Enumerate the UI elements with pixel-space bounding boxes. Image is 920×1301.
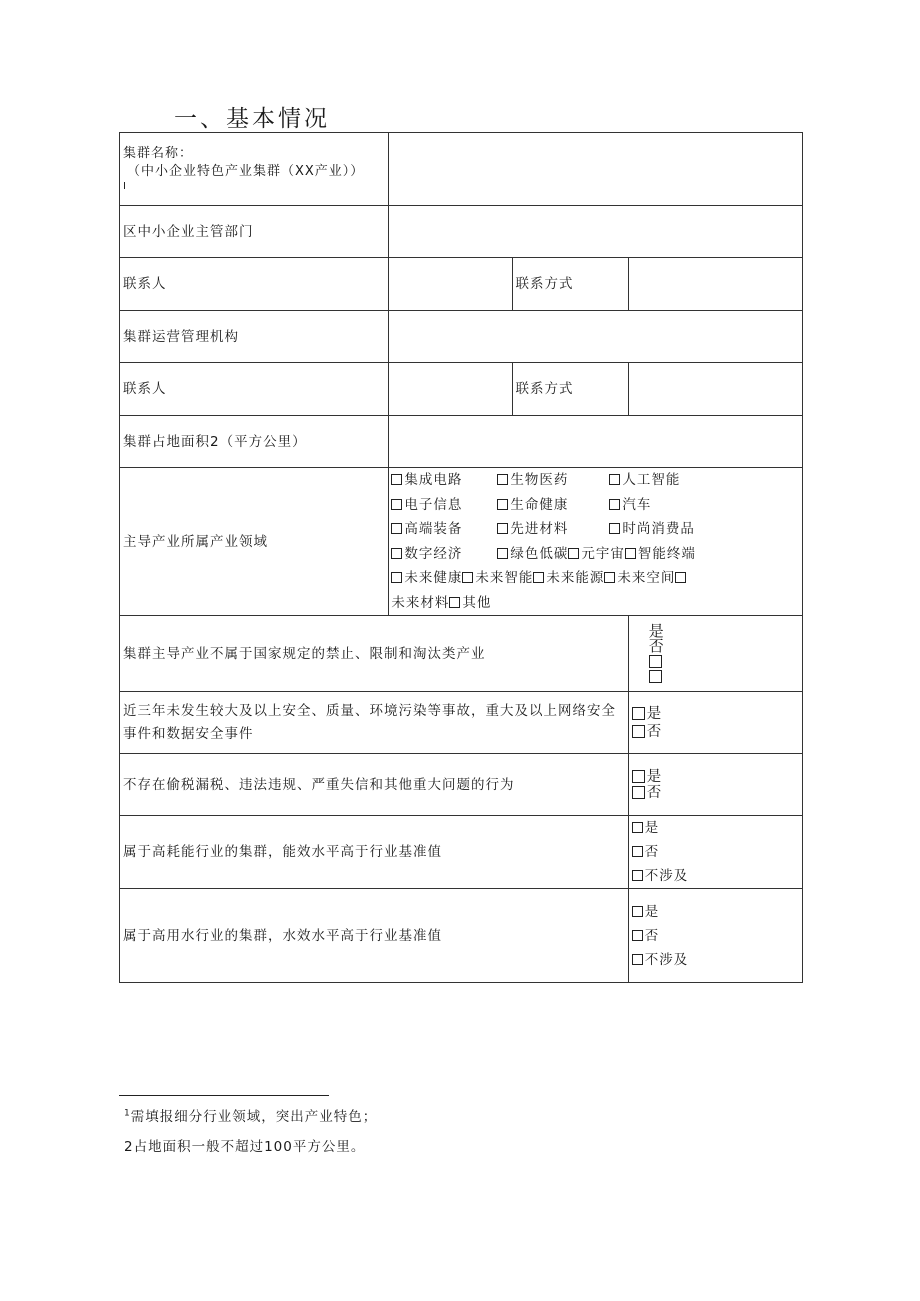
q1-no-checkbox[interactable] — [649, 670, 662, 683]
checkbox-icon — [391, 548, 402, 559]
q3-no-option[interactable]: 否 — [632, 785, 799, 801]
checkbox-icon — [604, 572, 615, 583]
dept-input[interactable] — [389, 206, 803, 258]
q5-option[interactable]: 不涉及 — [632, 948, 799, 972]
q2-no-option[interactable]: 否 — [632, 723, 799, 741]
contact1-method-label: 联系方式 — [512, 258, 628, 311]
checkbox-icon — [632, 707, 645, 720]
industry-label: 主导产业所属产业领域 — [120, 468, 389, 616]
checkbox-icon — [391, 572, 402, 583]
q4-options — [628, 816, 802, 889]
industry-option-row — [391, 517, 802, 542]
industry-option[interactable]: 先进材料 — [497, 517, 609, 542]
section-heading: 一、基本情况 — [174, 106, 330, 132]
industry-option-row — [391, 566, 802, 591]
industry-option-row — [391, 542, 802, 567]
checkbox-icon — [449, 597, 460, 608]
checkbox-icon[interactable] — [675, 572, 686, 583]
checkbox-icon — [632, 870, 643, 881]
checkbox-icon — [391, 474, 402, 485]
industry-option[interactable]: 集成电路 — [391, 468, 497, 493]
checkbox-icon — [533, 572, 544, 583]
industry-options — [389, 468, 803, 616]
org-input[interactable] — [389, 311, 803, 363]
table-row — [120, 258, 803, 311]
checkbox-icon — [497, 474, 508, 485]
contact1-method-input[interactable] — [628, 258, 802, 311]
q4-option[interactable]: 不涉及 — [632, 864, 799, 888]
q1-label: 集群主导产业不属于国家规定的禁止、限制和淘汰类产业 — [120, 616, 629, 692]
industry-option[interactable]: 绿色低碳 — [497, 542, 568, 567]
q2-label: 近三年未发生较大及以上安全、质量、环境污染等事故，重大及以上网络安全事件和数据安全事件 — [120, 692, 629, 754]
checkbox-icon — [632, 822, 643, 833]
table-row — [120, 363, 803, 416]
cluster-name-label: 集群名称： — [123, 146, 194, 161]
industry-option[interactable]: 未来健康 — [391, 566, 462, 591]
industry-option-row — [391, 468, 802, 493]
industry-option[interactable]: 其他 — [449, 591, 491, 616]
contact2-method-input[interactable] — [628, 363, 802, 416]
q2-options — [628, 692, 802, 754]
industry-option[interactable]: 未来空间 — [604, 566, 675, 591]
checkbox-icon — [609, 499, 620, 510]
q5-options — [628, 889, 802, 983]
q5-label: 属于高用水行业的集群，水效水平高于行业基准值 — [120, 889, 629, 983]
checkbox-icon — [462, 572, 473, 583]
checkbox-icon — [632, 725, 645, 738]
q5-option[interactable]: 是 — [632, 900, 799, 924]
footnote-1-text: 需填报细分行业领域，突出产业特色； — [130, 1109, 378, 1125]
contact1-label: 联系人 — [120, 258, 389, 311]
contact2-label: 联系人 — [120, 363, 389, 416]
q4-option[interactable]: 否 — [632, 840, 799, 864]
table-row — [120, 889, 803, 983]
q1-yes-checkbox[interactable] — [649, 655, 662, 668]
q3-label: 不存在偷税漏税、违法违规、严重失信和其他重大问题的行为 — [120, 754, 629, 816]
industry-option[interactable]: 时尚消费品 — [609, 517, 695, 542]
dept-label: 区中小企业主管部门 — [120, 206, 389, 258]
checkbox-icon — [632, 954, 643, 965]
industry-option[interactable]: 生物医药 — [497, 468, 609, 493]
basic-info-table — [119, 132, 803, 983]
checkbox-icon — [568, 548, 579, 559]
checkbox-icon — [632, 930, 643, 941]
q3-yes-option[interactable]: 是 — [632, 769, 799, 785]
table-row — [120, 616, 803, 692]
checkbox-icon — [391, 523, 402, 534]
checkbox-icon — [625, 548, 636, 559]
industry-option-row — [391, 591, 802, 616]
industry-option[interactable]: 高端装备 — [391, 517, 497, 542]
q1-options — [628, 616, 802, 692]
q3-options — [628, 754, 802, 816]
q1-no-label: 否 — [648, 636, 665, 655]
footnote-divider — [119, 1095, 329, 1096]
table-row — [120, 468, 803, 616]
industry-option[interactable]: 智能终端 — [625, 542, 696, 567]
footnote-2: 2占地面积一般不超过100平方公里。 — [124, 1139, 366, 1155]
industry-option[interactable]: 汽车 — [609, 493, 651, 518]
contact2-method-label: 联系方式 — [512, 363, 628, 416]
checkbox-icon — [497, 548, 508, 559]
cluster-name-label-cell — [120, 133, 389, 206]
contact1-input[interactable] — [389, 258, 512, 311]
checkbox-icon — [632, 786, 645, 799]
table-row — [120, 754, 803, 816]
table-row — [120, 692, 803, 754]
q1-yes-label: 是 — [648, 621, 665, 640]
checkbox-icon — [609, 474, 620, 485]
footnote-1 — [124, 1105, 377, 1125]
q4-label: 属于高耗能行业的集群，能效水平高于行业基准值 — [120, 816, 629, 889]
table-row — [120, 416, 803, 468]
checkbox-icon — [609, 523, 620, 534]
q2-yes-option[interactable]: 是 — [632, 705, 799, 723]
table-row — [120, 206, 803, 258]
industry-option[interactable]: 数字经济 — [391, 542, 497, 567]
checkbox-icon — [632, 770, 645, 783]
checkbox-icon — [632, 846, 643, 857]
cluster-name-note: I — [123, 181, 127, 192]
org-label: 集群运营管理机构 — [120, 311, 389, 363]
checkbox-icon — [497, 499, 508, 510]
area-label: 集群占地面积2（平方公里） — [120, 416, 389, 468]
industry-option[interactable]: 电子信息 — [391, 493, 497, 518]
checkbox-icon — [391, 499, 402, 510]
industry-option[interactable]: 未来智能 — [462, 566, 533, 591]
industry-option[interactable]: 生命健康 — [497, 493, 609, 518]
area-input[interactable] — [389, 416, 803, 468]
footnote-1-mark: 1 — [124, 1108, 131, 1119]
industry-option[interactable]: 未来材料 — [391, 594, 450, 611]
cluster-name-input[interactable] — [389, 133, 803, 206]
industry-option[interactable]: 元宇宙 — [568, 542, 625, 567]
checkbox-icon — [632, 906, 643, 917]
checkbox-icon — [497, 523, 508, 534]
cluster-name-hint: （中小企业特色产业集群（XX产业）） — [127, 164, 365, 179]
contact2-input[interactable] — [389, 363, 512, 416]
q4-option[interactable]: 是 — [632, 816, 799, 840]
table-row — [120, 816, 803, 889]
industry-option[interactable]: 人工智能 — [609, 468, 680, 493]
industry-option[interactable]: 未来能源 — [533, 566, 604, 591]
table-row — [120, 311, 803, 363]
q5-option[interactable]: 否 — [632, 924, 799, 948]
industry-option-row — [391, 493, 802, 518]
table-row — [120, 133, 803, 206]
